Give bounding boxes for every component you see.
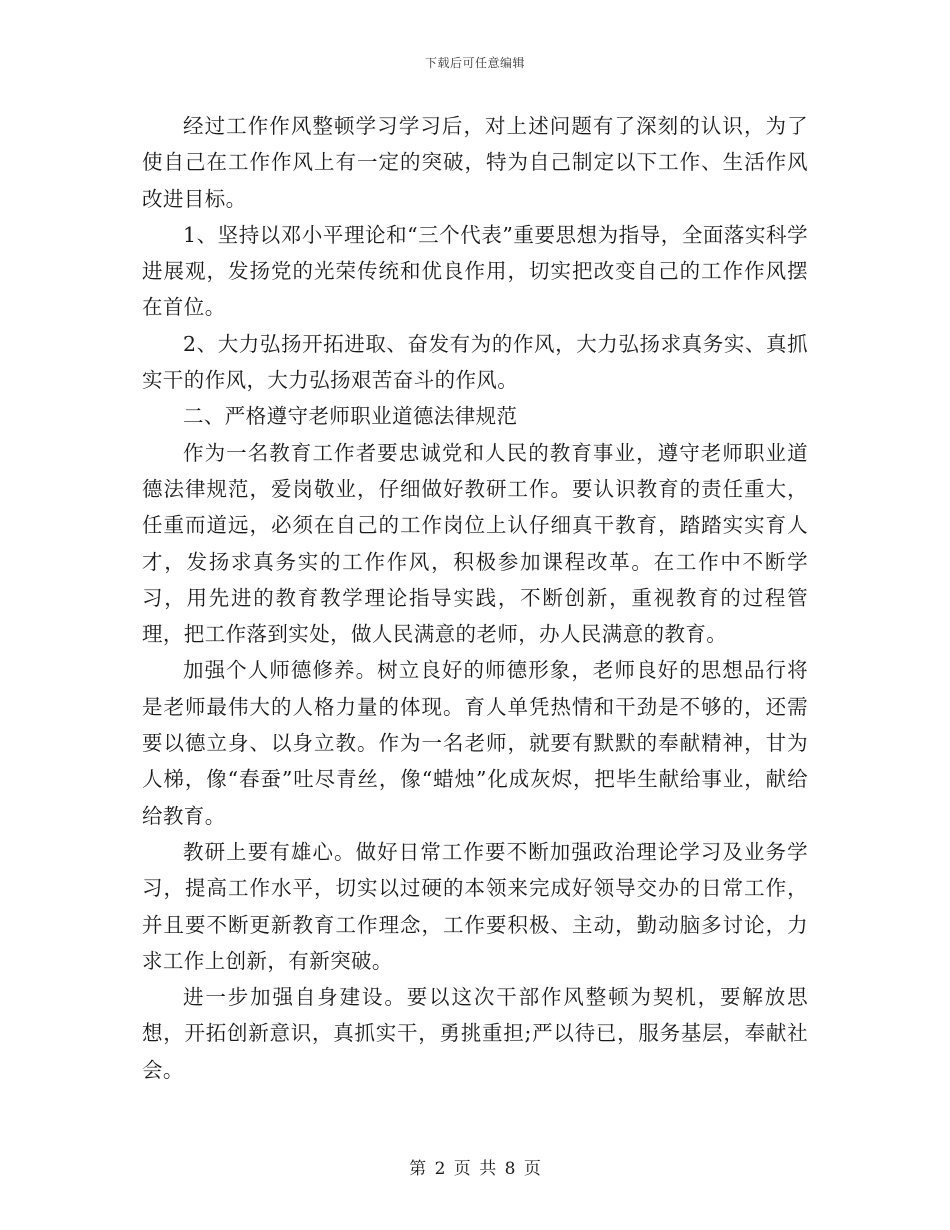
paragraph-research-ambition: 教研上要有雄心。做好日常工作要不断加强政治理论学习及业务学习，提高工作水平，切实以过硬的本领来完成好领导交办的日常工作，并且要不断更新教育工作理念，工作要积极、主动，勤动脑多讨论，力求工作上创新，有新突破。 [142,839,808,973]
document-body [142,108,808,1088]
paragraph-goal-1: 1、坚持以邓小平理论和“三个代表”重要思想为指导，全面落实科学进展观，发扬党的光荣传统和优良作用，切实把改变自己的工作作风摆在首位。 [142,222,808,320]
paragraph-professional-ethics: 作为一名教育工作者要忠诚党和人民的教育事业，遵守老师职业道德法律规范，爱岗敬业，仔细做好教研工作。要认识教育的责任重大，任重而道远，必须在自己的工作岗位上认仔细真干教育，踏踏实实育人才，发扬求真务实的工作作风，积极参加课程改革。在工作中不断学习，用先进的教育教学理论指导实践，不断创新，重视教育的过程管理，把工作落到实处，做人民满意的老师，办人民满意的教育。 [142,440,808,647]
paragraph-intro: 经过工作作风整顿学习学习后，对上述问题有了深刻的认识，为了使自己在工作作风上有一定的突破，特为自己制定以下工作、生活作风改进目标。 [142,114,808,211]
page-header-note: 下载后可任意编辑 [424,56,525,70]
paragraph-goal-2: 2、大力弘扬开拓进取、奋发有为的作风，大力弘扬求真务实、真抓实干的作风，大力弘扬艰苦奋斗的作风。 [142,331,808,393]
paragraph-teacher-morality: 加强个人师德修养。树立良好的师德形象，老师良好的思想品行将是老师最伟大的人格力量的体现。育人单凭热情和干劲是不够的，还需要以德立身、以身立教。作为一名老师，就要有默默的奉献精神，甘为人梯，像“春蚕”吐尽青丝，像“蜡烛”化成灰烬，把毕生献给事业，献给给教育。 [142,658,808,828]
paragraph-self-building: 进一步加强自身建设。要以这次干部作风整顿为契机，要解放思想，开拓创新意识，真抓实干，勇挑重担;严以待已，服务基层，奉献社会。 [142,985,808,1082]
page-number: 第 2 页 共 8 页 [409,1159,541,1179]
section-heading-2: 二、严格遵守老师职业道德法律规范 [183,404,518,429]
